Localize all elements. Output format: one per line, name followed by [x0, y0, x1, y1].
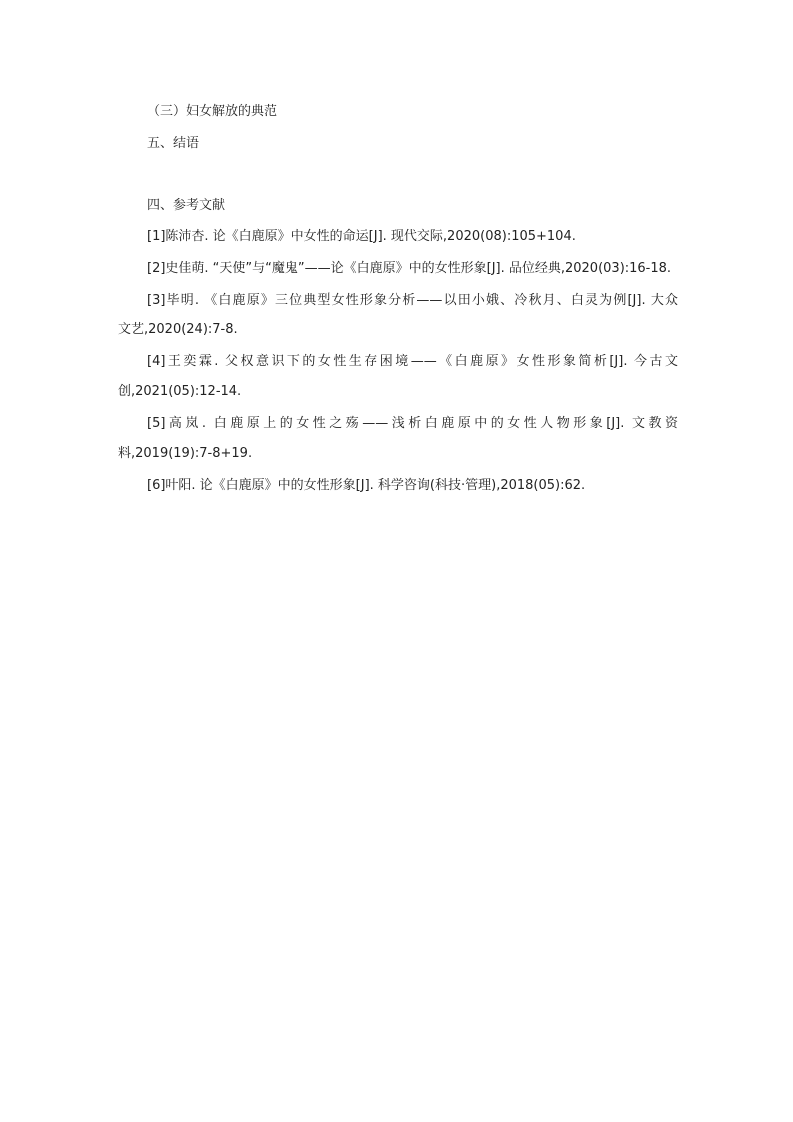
- section-heading-conclusion: 五、结语: [147, 136, 200, 151]
- reference-5-line-1: [5]高岚. 白鹿原上的女性之殇——浅析白鹿原中的女性人物形象[J]. 文教资: [147, 416, 678, 431]
- reference-4-line-1: [4]王奕霖. 父权意识下的女性生存困境——《白鹿原》女性形象简析[J]. 今古文: [147, 354, 678, 369]
- reference-3-line-1: [3]毕明. 《白鹿原》三位典型女性形象分析——以田小娥、冷秋月、白灵为例[J]. 大众: [147, 293, 678, 308]
- reference-5-line-2: 料,2019(19):7-8+19.: [118, 446, 253, 461]
- reference-6: [6]叶阳. 论《白鹿原》中的女性形象[J]. 科学咨询(科技·管理),2018(05):62.: [147, 478, 586, 493]
- reference-3-line-2: 文艺,2020(24):7-8.: [118, 322, 238, 337]
- section-heading-women-liberation: （三）妇女解放的典范: [147, 104, 278, 119]
- section-heading-references: 四、参考文献: [147, 198, 226, 213]
- reference-1: [1]陈沛杏. 论《白鹿原》中女性的命运[J]. 现代交际,2020(08):105+104.: [147, 229, 576, 244]
- reference-4-line-2: 创,2021(05):12-14.: [118, 384, 242, 399]
- reference-2: [2]史佳萌. “天使”与“魔鬼”——论《白鹿原》中的女性形象[J]. 品位经典,2020(03):16-18.: [147, 261, 672, 276]
